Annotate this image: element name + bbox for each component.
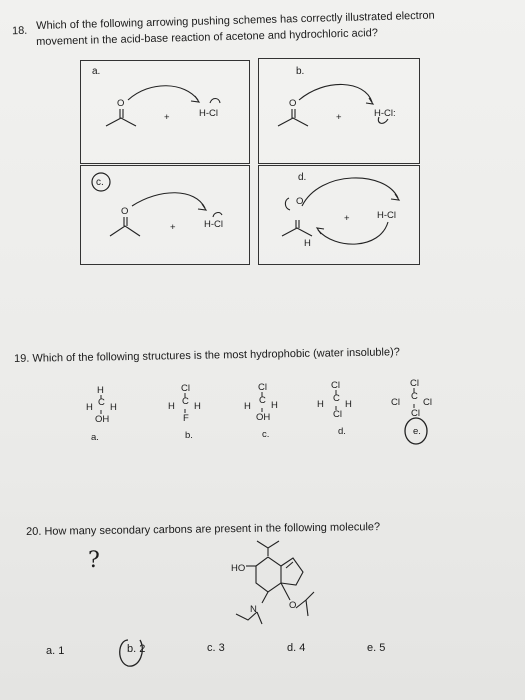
q19-d-center: C xyxy=(333,393,340,404)
plus-d: + xyxy=(344,213,350,224)
q20-choice-b: b. 2 xyxy=(127,643,146,655)
q19-b-bottom: F xyxy=(183,413,189,424)
q19-d-right: H xyxy=(345,399,352,410)
q20-question: 20. How many secondary carbons are present in the following molecule? xyxy=(26,521,381,538)
q20-choice-c: c. 3 xyxy=(207,642,225,654)
q19-b-right: H xyxy=(194,401,201,412)
q19-c-center: C xyxy=(259,395,266,406)
q18-line2: movement in the acid-base reaction of acetone and hydrochloric acid? xyxy=(36,27,379,48)
reagent-a: H-Cl xyxy=(199,108,218,119)
q19-e-bottom: Cl xyxy=(411,408,420,419)
scheme-label-b: b. xyxy=(296,66,305,77)
q19-b-center: C xyxy=(182,396,189,407)
q19-e-right: Cl xyxy=(423,397,432,408)
plus-a: + xyxy=(164,112,170,123)
q19-a-left: H xyxy=(86,402,93,413)
q19-e-center: C xyxy=(411,391,418,402)
scheme-label-c: c. xyxy=(96,177,104,188)
q20-choice-a: a. 1 xyxy=(46,645,65,657)
q19-d-label: d. xyxy=(338,426,346,437)
oxygen-a: O xyxy=(117,98,125,109)
scheme-label-d: d. xyxy=(298,172,307,183)
q20-choice-d: d. 4 xyxy=(287,642,306,654)
plus-c: + xyxy=(170,222,176,233)
hydrogen-d: H xyxy=(304,238,311,249)
q19-a-label: a. xyxy=(91,432,99,443)
q19-a-bottom: OH xyxy=(95,414,110,425)
oxygen-c: O xyxy=(121,206,129,217)
q19-e-label: e. xyxy=(413,426,421,437)
reagent-c: H-Cl xyxy=(204,219,223,230)
q20-handwritten-mark: ? xyxy=(88,548,100,573)
q19-d-left: H xyxy=(317,399,324,410)
plus-b: + xyxy=(336,112,342,123)
q19-c-right: H xyxy=(271,400,278,411)
q20-n-label: N xyxy=(250,604,257,615)
q18-number: 18. xyxy=(11,24,28,38)
q19-d-bottom: Cl xyxy=(333,409,342,420)
q19-c-bottom: OH xyxy=(256,412,271,423)
reagent-b: H-Cl: xyxy=(374,108,396,119)
q19-e-top: Cl xyxy=(410,378,419,389)
q19-a-top: H xyxy=(97,385,104,396)
q19-question: 19. Which of the following structures is the most hydrophobic (water insoluble)? xyxy=(14,346,400,365)
oxygen-b: O xyxy=(289,98,297,109)
oxygen-d: O xyxy=(296,196,304,207)
q19-c-label: c. xyxy=(262,429,270,440)
q19-c-top: Cl xyxy=(258,382,267,393)
q19-e-left: Cl xyxy=(391,397,400,408)
q19-b-left: H xyxy=(168,401,175,412)
q19-a-center: C xyxy=(98,397,105,408)
q20-ho-label: HO xyxy=(231,563,246,574)
q19-c-left: H xyxy=(244,401,251,412)
reagent-d: H-Cl xyxy=(377,210,396,221)
q19-b-top: Cl xyxy=(181,383,190,394)
q18-line1: Which of the following arrowing pushing schemes has correctly illustrated electron xyxy=(36,9,435,32)
q19-a-right: H xyxy=(110,402,117,413)
q19-b-label: b. xyxy=(185,430,193,441)
q19-d-top: Cl xyxy=(331,380,340,391)
q20-o-label: O xyxy=(289,600,297,611)
scheme-label-a: a. xyxy=(92,66,101,77)
q20-choice-e: e. 5 xyxy=(367,642,386,654)
